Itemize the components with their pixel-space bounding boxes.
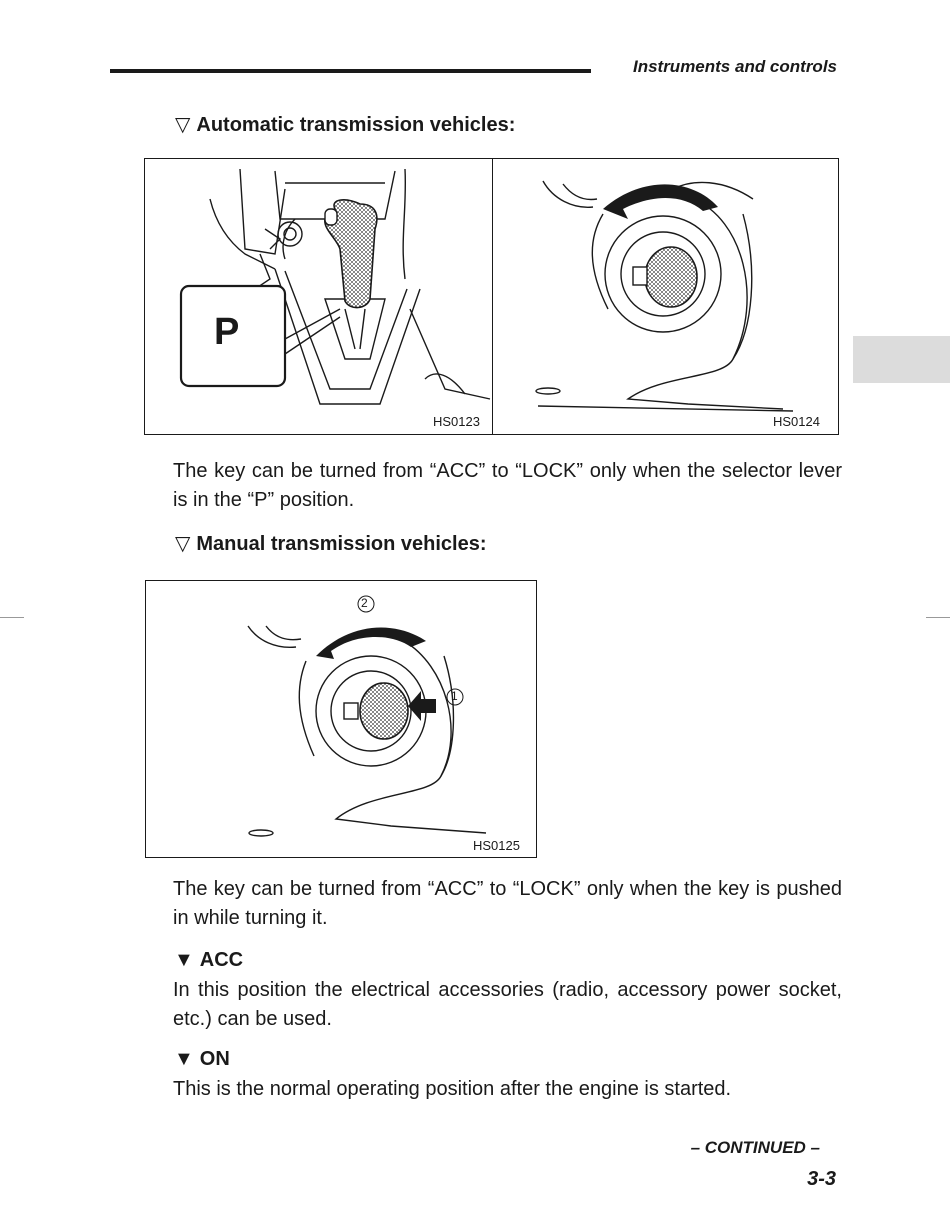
manual-figure bbox=[145, 580, 537, 858]
acc-paragraph: In this position the electrical accessories (radio, accessory power socket, etc.) can be used. bbox=[173, 979, 842, 1030]
filled-triangle-icon: ▼ bbox=[174, 949, 194, 971]
figure-code-left: HS0123 bbox=[433, 414, 480, 429]
park-callout-letter: P bbox=[214, 311, 240, 353]
automatic-paragraph: The key can be turned from “ACC” to “LOCK” only when the selector lever is in the “P” position. bbox=[173, 460, 842, 511]
automatic-heading-text: Automatic transmission vehicles: bbox=[196, 114, 516, 136]
acc-heading bbox=[174, 949, 243, 972]
filled-triangle-icon: ▼ bbox=[174, 1048, 194, 1070]
crop-mark-right bbox=[926, 617, 950, 618]
ignition-key-push-illustration bbox=[146, 581, 536, 843]
heading-triangle-icon: ▽ bbox=[175, 533, 191, 555]
manual-heading-text: Manual transmission vehicles: bbox=[196, 533, 487, 555]
figure-code-manual: HS0125 bbox=[473, 838, 520, 853]
manual-heading bbox=[175, 531, 487, 556]
automatic-figure bbox=[144, 158, 839, 435]
page-number: 3-3 bbox=[807, 1168, 836, 1190]
header-rule bbox=[110, 69, 591, 73]
crop-mark-left bbox=[0, 617, 24, 618]
on-paragraph: This is the normal operating position after the engine is started. bbox=[173, 1078, 732, 1100]
automatic-heading bbox=[175, 112, 515, 137]
section-title: Instruments and controls bbox=[632, 57, 837, 76]
callout-number-2: 2 bbox=[361, 596, 368, 610]
on-heading-text: ON bbox=[199, 1048, 230, 1070]
callout-number-1: 1 bbox=[451, 689, 458, 703]
ignition-key-illustration bbox=[493, 159, 838, 421]
shift-lever-illustration bbox=[145, 159, 492, 421]
on-heading bbox=[174, 1048, 230, 1071]
figure-code-right: HS0124 bbox=[773, 414, 820, 429]
heading-triangle-icon: ▽ bbox=[175, 114, 191, 136]
chapter-side-tab bbox=[853, 336, 950, 383]
acc-heading-text: ACC bbox=[199, 949, 244, 971]
continued-label: – CONTINUED – bbox=[690, 1138, 820, 1157]
manual-paragraph: The key can be turned from “ACC” to “LOCK” only when the key is pushed in while turning it. bbox=[173, 878, 842, 929]
